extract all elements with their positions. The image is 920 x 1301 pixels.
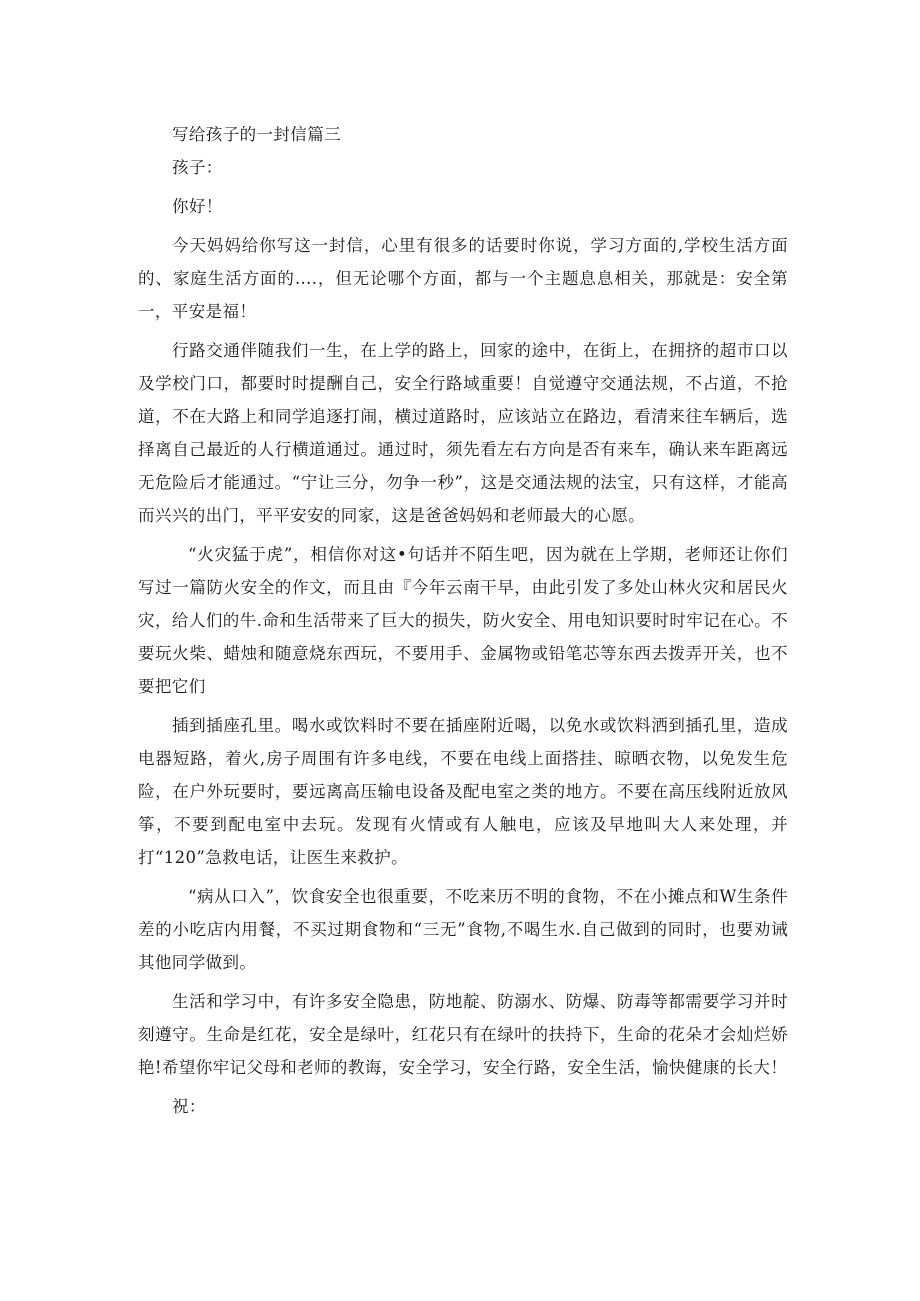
paragraph: 插到插座孔里。喝水或饮料时不要在插座附近喝，以免水或饮料洒到插孔里，造成电器短路，着火,房子周围有许多电线，不要在电线上面搭挂、晾晒衣物，以免发生危险，在户外玩要时，要远离高压输电设备及配电室之类的地方。不要在高压线附近放风筝，不要到配电室中去玩。发现有火情或有人触电，应该及早地叫大人来处理，并打“120”急救电话，让医生来救护。: [138, 716, 788, 867]
paragraph: “火灾猛于虎”，相信你对这•句话并不陌生吧，因为就在上学期，老师还让你们写过一篇防火安全的作文，而且由『今年云南干早，由此引发了多处山林火灾和居民火灾，给人们的牛.命和生活带来了巨大的损失，防火安全、用电知识要时时牢记在心。不要玩火柴、蜡烛和随意烧东西玩，不要用手、金属物或铅笔芯等东西去拨弄开关，也不要把它们: [138, 545, 788, 696]
letter-title: 写给孩子的一封信篇三: [172, 125, 341, 144]
letter-closing: 祝：: [172, 1097, 206, 1116]
letter-salutation: 孩子：: [172, 158, 223, 177]
paragraph: 行路交通伴随我们一生，在上学的路上，回家的途中，在街上，在拥挤的超市口以及学校门口，都要时时提酬自己，安全行路域重要！自觉遵守交通法规，不占道，不抢道，不在大路上和同学追逐打闹，横过道路时，应该站立在路边，看清来往车辆后，选择离自己最近的人行横道通过。通过时，须先看左右方向是否有来车，确认来车距离远无危险后才能通过。“宁让三分，勿争一秒”，这是交通法规的法宝，只有这样，才能高而兴兴的出门，平平安安的同家，这是爸爸妈妈和老师最大的心愿。: [138, 341, 788, 525]
letter-greeting: 你好！: [172, 197, 223, 216]
paragraph: 今天妈妈给你写这一封信，心里有很多的话要时你说，学习方面的,学校生活方面的、家庭生活方面的….，但无论哪个方面，都与一个主题息息相关，那就是：安全第一，平安是福！: [138, 236, 788, 321]
paragraph: 生活和学习中，有许多安全隐患，防地靛、防溺水、防爆、防毒等都需要学习并时刻遵守。生命是红花，安全是绿叶，红花只有在绿叶的扶持下，生命的花朵才会灿烂娇艳!希望你牢记父母和老师的教诲，安全学习，安全行路，安全生活，愉快健康的长大！: [138, 992, 788, 1077]
paragraph: “病从口入”，饮食安全也很重要，不吃来历不明的食物，不在小摊点和W生条件差的小吃店内用餐，不买过期食物和“三无”食物,不喝生水.自己做到的同时，也要劝诫其他同学做到。: [138, 887, 788, 972]
letter-body: [138, 118, 788, 1123]
